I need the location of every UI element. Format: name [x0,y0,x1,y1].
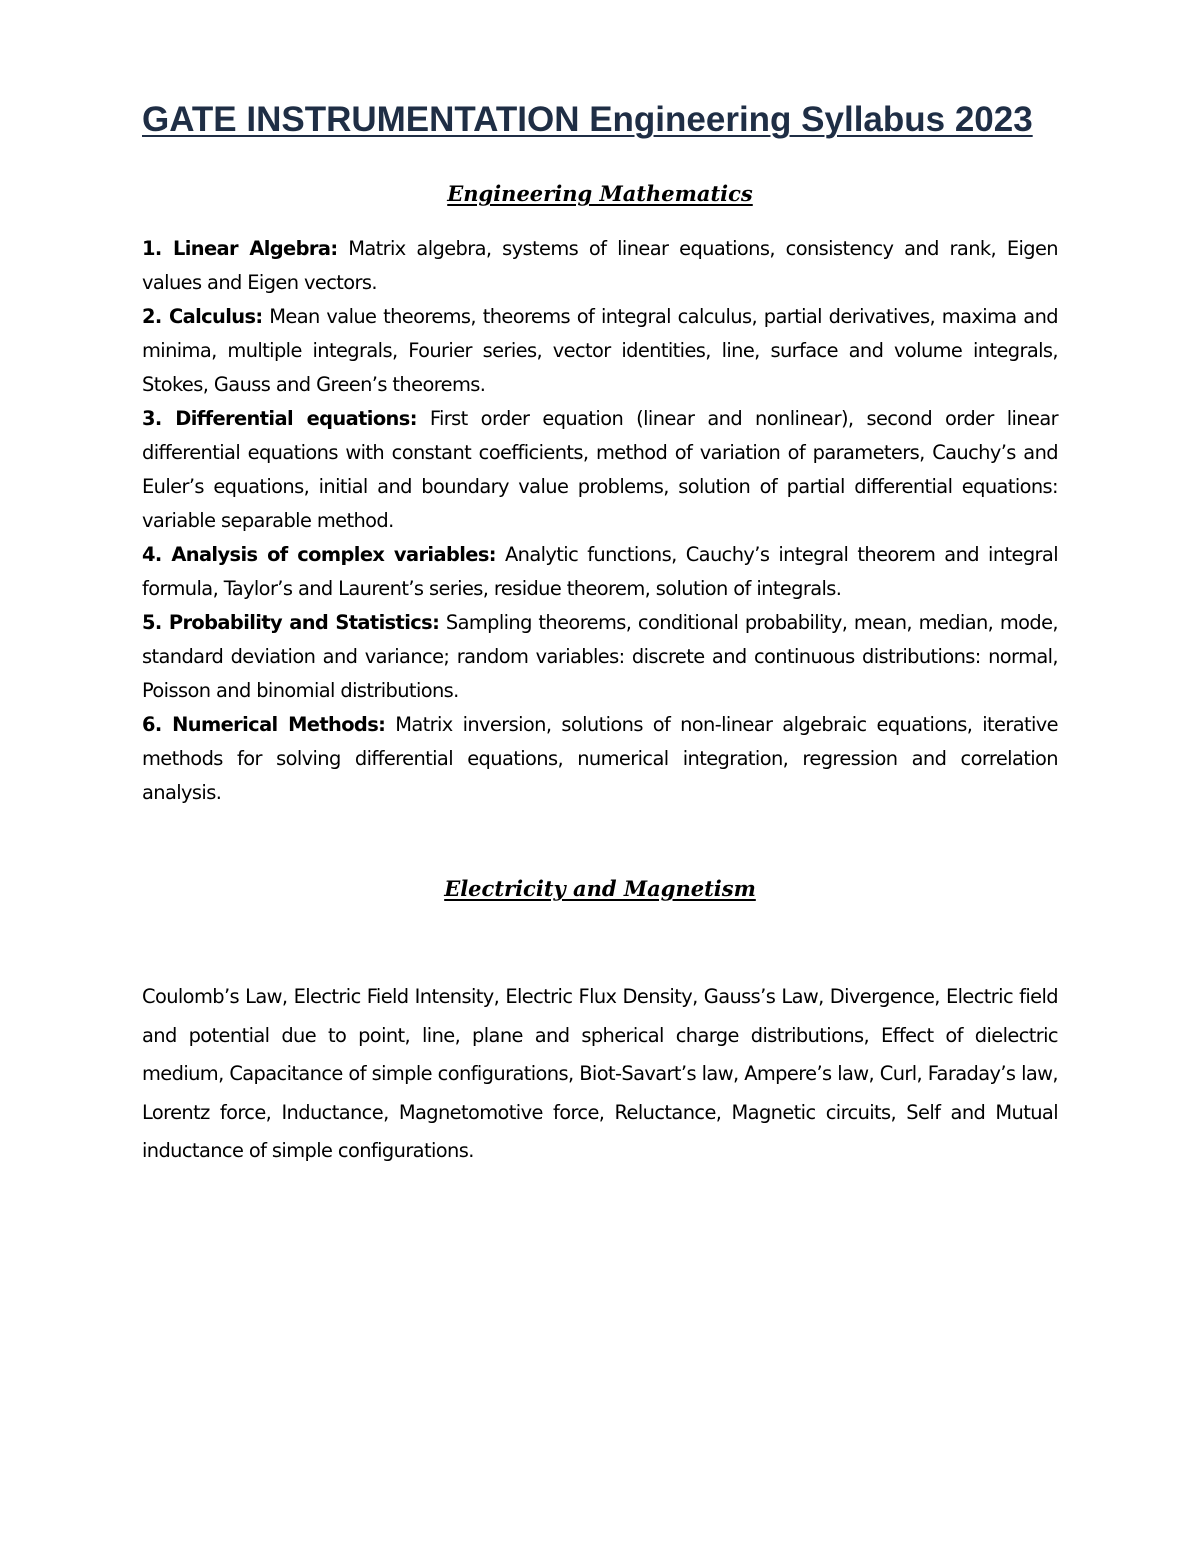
topic-number: 4. [142,543,162,566]
topic-text: Mean value theorems, theorems of integral calculus, partial derivatives, maxima and minima, multiple integrals, Fourier series, vector identities, line, surface and volume integrals, Stokes, Gauss and Green’s theorems. [142,305,1058,396]
document-page [142,96,1058,1190]
topic-text: First order equation (linear and nonlinear), second order linear differential equations with constant coefficients, method of variation of parameters, Cauchy’s and Euler’s equations, initial and boundary value problems, solution of partial differential equations: variable separable method. [142,407,1058,532]
topic-number: 1. [142,237,162,260]
topic-text: Matrix inversion, solutions of non-linear algebraic equations, iterative methods for solving differential equations, numerical integration, regression and correlation analysis. [142,713,1059,804]
topic-item-probability-statistics [142,606,1058,708]
topic-item-differential-equations [142,402,1058,538]
topic-term: Numerical Methods: [172,713,386,736]
topic-number: 5. [142,611,162,634]
topic-number: 2. [142,305,162,328]
mathematics-topic-list [142,232,1058,810]
topic-item-numerical-methods [142,708,1058,810]
electricity-magnetism-body: Coulomb’s Law, Electric Field Intensity, Electric Flux Density, Gauss’s Law, Divergence, Electric field and potential due to point, line, plane and spherical charge distributions, Effect of dielectric medium, Capacitance of simple configurations, Biot-Savart’s law, Ampere’s law, Curl, Faraday’s law, Lorentz force, Inductance, Magnetomotive force, Reluctance, Magnetic circuits, Self and Mutual inductance of simple configurations. [142,985,1058,1163]
topic-term: Calculus: [168,305,263,328]
topic-term: Analysis of complex variables: [171,543,496,566]
topic-item-linear-algebra [142,232,1058,300]
topic-item-calculus [142,300,1058,402]
topic-text: Matrix algebra, systems of linear equations, consistency and rank, Eigen values and Eigen vectors. [142,237,1058,294]
topic-term: Differential equations: [175,407,417,430]
topic-term: Probability and Statistics: [168,611,440,634]
topic-item-complex-variables [142,538,1058,606]
topic-number: 6. [142,713,162,736]
section-heading-electricity-magnetism: Electricity and Magnetism [444,876,756,901]
topic-text: Analytic functions, Cauchy’s integral theorem and integral formula, Taylor’s and Laurent’s series, residue theorem, solution of integrals. [142,543,1058,600]
topic-text: Sampling theorems, conditional probability, mean, median, mode, standard deviation and variance; random variables: discrete and continuous distributions: normal, Poisson and binomial distributions. [142,611,1058,702]
topic-number: 3. [142,407,162,430]
section-heading-engineering-mathematics: Engineering Mathematics [447,181,753,206]
topic-term: Linear Algebra: [173,237,338,260]
document-title: GATE INSTRUMENTATION Engineering Syllabus 2023 [142,100,1033,139]
